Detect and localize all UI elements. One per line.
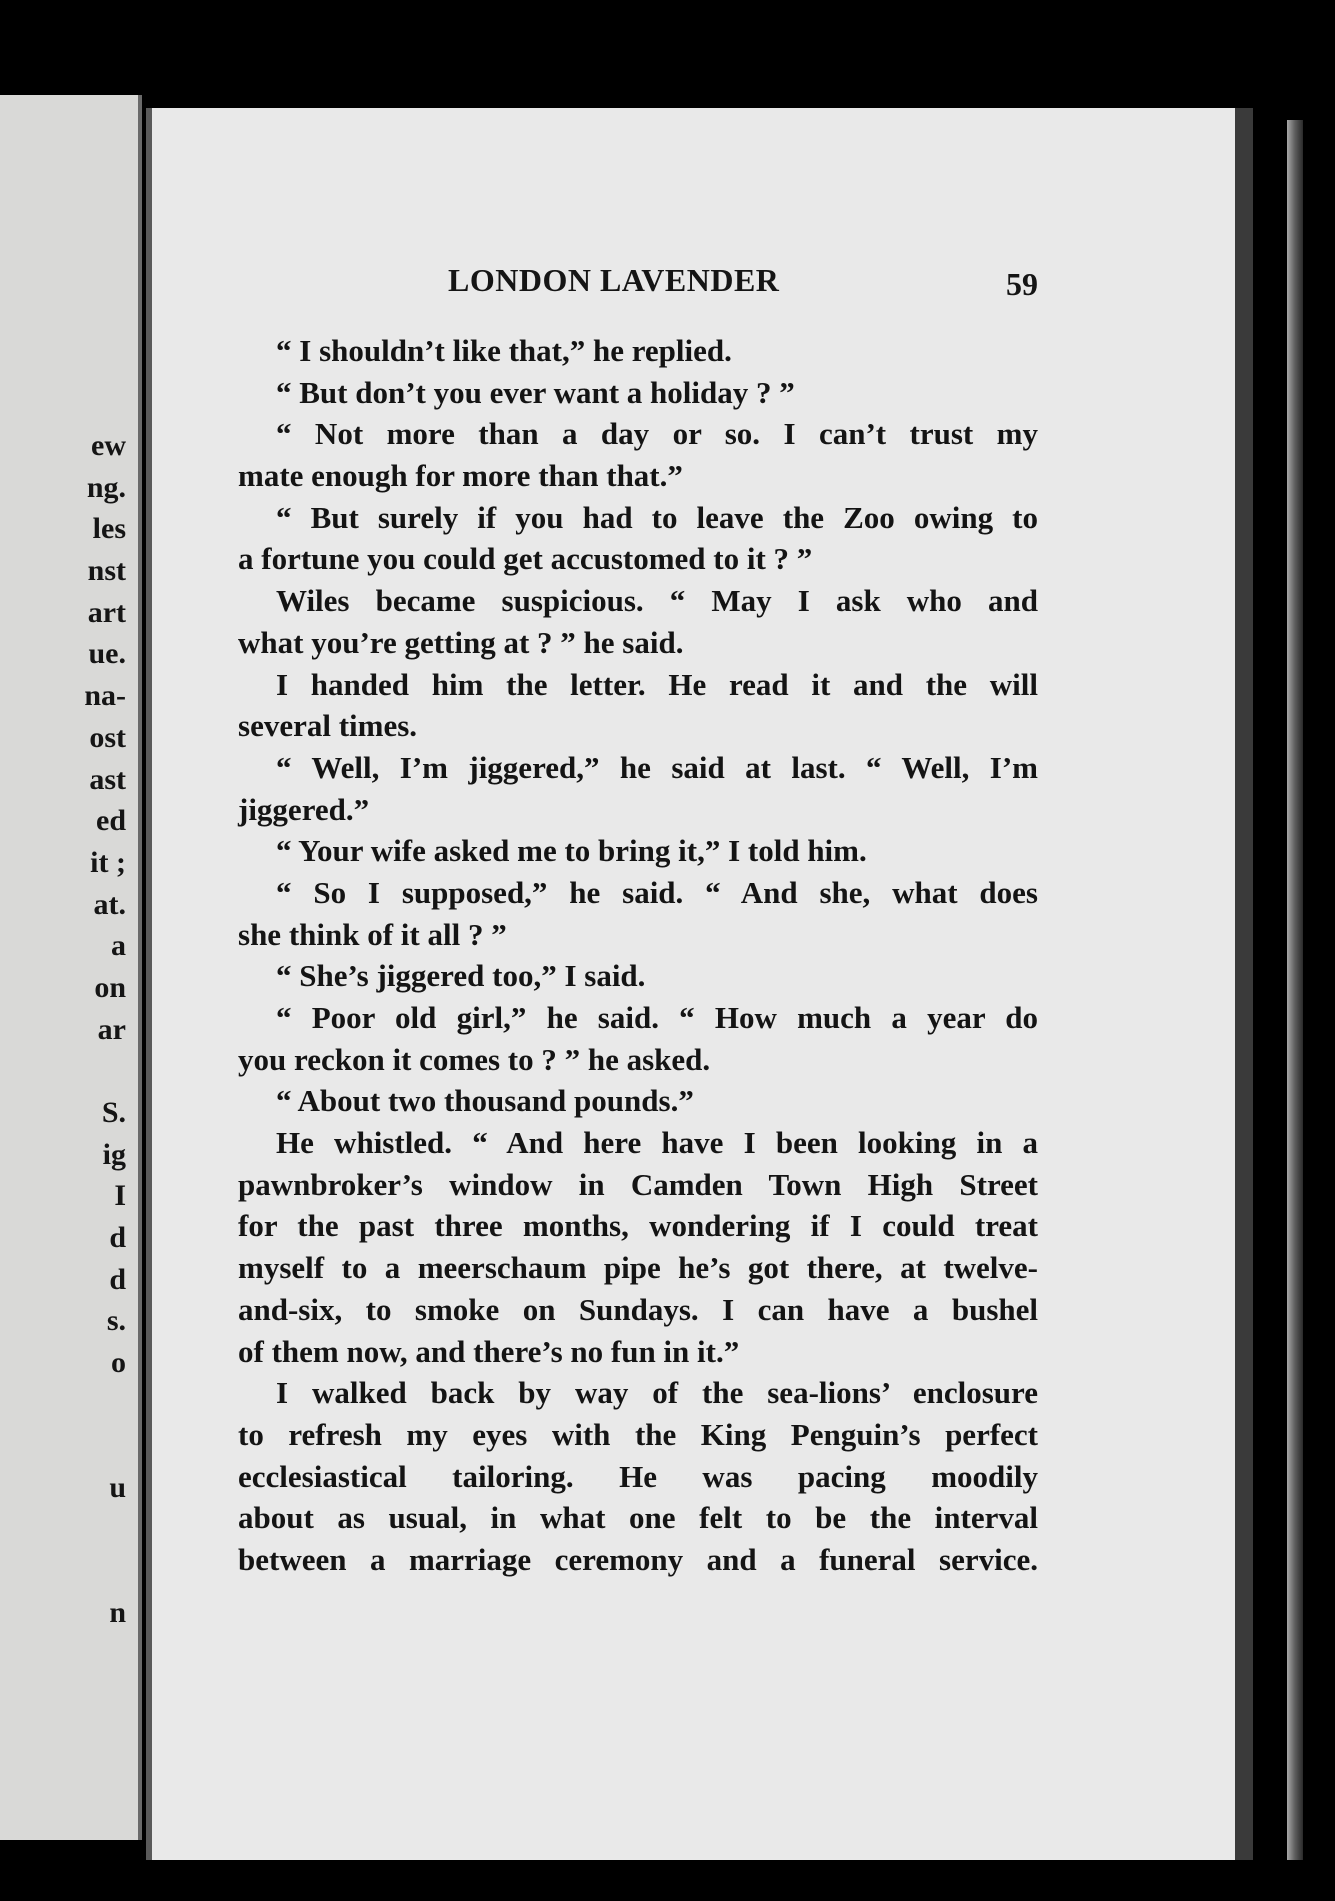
text-line: to refresh my eyes with the King Penguin’s perfect — [238, 1416, 1038, 1452]
text-line: “ So I supposed,” he said. “ And she, what does — [276, 874, 1038, 910]
previous-page-line-fragment — [84, 1050, 126, 1092]
previous-page-line-fragment: les — [92, 512, 126, 546]
text-line: Wiles became suspicious. “ May I ask who and — [276, 583, 1038, 619]
body-text — [238, 330, 1038, 1581]
page-edge — [1287, 120, 1303, 1860]
previous-page-line-fragment: d — [109, 1221, 126, 1255]
previous-page-line-fragment — [84, 1384, 126, 1426]
text-line: for the past three months, wondering if I could treat — [238, 1208, 1038, 1244]
previous-page-line-fragment: S. — [101, 1096, 126, 1129]
previous-page-line-fragment: ost — [89, 720, 126, 754]
text-line: you reckon it comes to ? ” he asked. — [238, 1041, 711, 1077]
text-line: “ Poor old girl,” he said. “ How much a year do — [276, 1000, 1038, 1035]
text-line: He whistled. “ And here have I been looking in a — [276, 1125, 1038, 1161]
text-line: she think of it all ? ” — [238, 916, 507, 952]
text-line: and-six, to smoke on Sundays. I can have a bushel — [238, 1291, 1038, 1327]
text-line: “ But don’t you ever want a holiday ? ” — [276, 374, 795, 410]
previous-page-line-fragment: ue. — [88, 637, 126, 671]
previous-page-line-fragment — [84, 1551, 126, 1593]
text-line: “ About two thousand pounds.” — [276, 1083, 694, 1119]
text-line: pawnbroker’s window in Camden Town High Street — [238, 1166, 1038, 1202]
previous-page-line-fragment: art — [87, 595, 126, 629]
text-line: a fortune you could get accustomed to it ? ” — [238, 541, 813, 577]
text-line: several times. — [238, 708, 418, 744]
text-line: jiggered.” — [238, 791, 370, 827]
text-line: “ Not more than a day or so. I can’t trust my — [276, 416, 1038, 452]
previous-page-line-fragment: ed — [96, 804, 126, 838]
previous-page-line-fragment: n — [109, 1596, 126, 1630]
text-line: “ I shouldn’t like that,” he replied. — [276, 333, 732, 368]
text-line: “ Your wife asked me to bring it,” I told him. — [276, 833, 867, 869]
previous-page-line-fragment: ast — [89, 762, 126, 796]
previous-page-text — [84, 425, 126, 1634]
running-head-title: LONDON LAVENDER — [448, 262, 780, 298]
running-head — [238, 262, 1038, 302]
previous-page-line-fragment: a — [111, 929, 126, 963]
previous-page-line-fragment: ng. — [86, 470, 126, 504]
previous-page-line-fragment: nst — [87, 554, 126, 588]
previous-page-line-fragment: it ; — [90, 845, 126, 879]
text-line: “ Well, I’m jiggered,” he said at last. “ Well, I’m — [276, 749, 1038, 785]
previous-page-line-fragment: o — [111, 1346, 126, 1380]
page-number: 59 — [1006, 266, 1038, 302]
text-line: I handed him the letter. He read it and the will — [276, 666, 1038, 702]
previous-page-line-fragment — [84, 1509, 126, 1551]
text-line: mate enough for more than that.” — [238, 458, 683, 494]
text-line: ecclesiastical tailoring. He was pacing moodily — [238, 1458, 1038, 1494]
text-line: what you’re getting at ? ” he said. — [238, 624, 684, 660]
previous-page-fragment — [0, 95, 142, 1840]
previous-page-line-fragment: ew — [91, 429, 126, 462]
text-line: of them now, and there’s no fun in it.” — [238, 1333, 740, 1369]
previous-page-line-fragment: on — [94, 970, 126, 1004]
previous-page-line-fragment — [84, 1426, 126, 1468]
previous-page-line-fragment: s. — [106, 1304, 126, 1338]
previous-page-line-fragment: na- — [84, 679, 126, 713]
previous-page-line-fragment: d — [109, 1262, 126, 1296]
previous-page-line-fragment: at. — [93, 887, 126, 921]
previous-page-line-fragment: ig — [102, 1137, 126, 1171]
previous-page-line-fragment: u — [109, 1471, 126, 1505]
text-line: myself to a meerschaum pipe he’s got there, at twelve- — [238, 1250, 1038, 1286]
text-line: between a marriage ceremony and a funeral service. — [238, 1541, 1038, 1577]
text-line: “ She’s jiggered too,” I said. — [276, 958, 646, 994]
previous-page-line-fragment: I — [114, 1179, 126, 1213]
previous-page-line-fragment: ar — [97, 1012, 126, 1046]
text-line: “ But surely if you had to leave the Zoo owing to — [276, 499, 1038, 535]
text-line: I walked back by way of the sea-lions’ enclosure — [276, 1375, 1038, 1411]
text-line: about as usual, in what one felt to be the interval — [238, 1500, 1038, 1536]
